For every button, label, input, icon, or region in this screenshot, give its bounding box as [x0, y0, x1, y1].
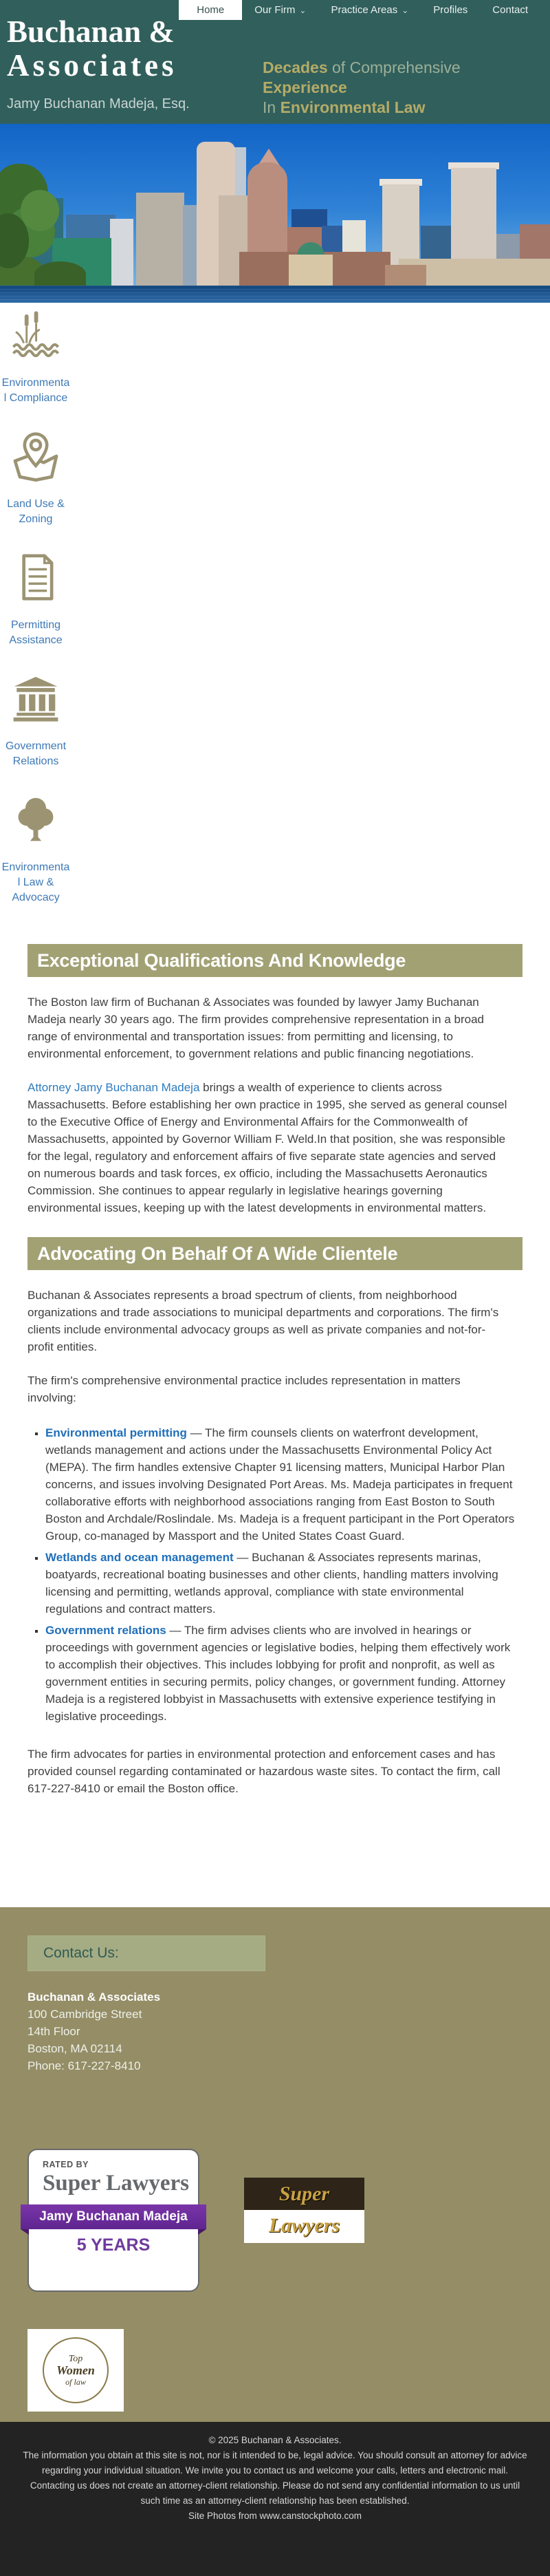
copyright-line: © 2025 Buchanan & Associates. [208, 2435, 342, 2445]
firm-name-line1: Buchanan & [7, 14, 175, 49]
top-women-of-law-emblem: Top Women of law [43, 2337, 109, 2403]
super-lawyers-title: Super Lawyers [43, 2171, 189, 2196]
practice-areas-list [28, 1424, 522, 1725]
sidebar-label[interactable]: Government Relations [5, 740, 67, 767]
contact-section [0, 1907, 550, 2422]
list-item-wetlands-ocean: ▪ Wetlands and ocean management — Buchanan & Associates represents marinas, boatyards, recreational boating businesses and other clients, handling matters involving licensing and permitting, wetlands approval, compliance with state environmental regulations and contract matters. [45, 1549, 522, 1618]
firm-name-line2: Associates [7, 48, 177, 83]
legal-disclaimer: The information you obtain at this site is not, nor is it intended to be, legal advice. You should consult an attorney for advice regarding your individual situation. We invite you to contact us and welcome your calls, letters and electronic mail. Contacting us does not create an attorney-client relationship. Please do not send any confidential information to us until such time as an attorney-client relationship has been established. [23, 2450, 527, 2506]
nav-item-our-firm[interactable]: Our Firm ⌄ [254, 4, 307, 16]
sidebar-item-land-use-zoning[interactable] [0, 431, 72, 527]
nav-item-home[interactable]: Home [179, 0, 242, 20]
nav-item-contact[interactable]: Contact [492, 4, 528, 16]
government-building-icon [10, 673, 61, 724]
map-pin-icon [10, 431, 61, 482]
harbor-water [0, 286, 550, 303]
main-content [0, 303, 550, 1907]
wetlands-ocean-link[interactable]: Wetlands and ocean management [45, 1551, 234, 1564]
document-icon [10, 552, 61, 603]
rated-by-label: RATED BY [43, 2160, 89, 2169]
practice-areas-sidebar [0, 310, 72, 930]
photo-credit: Site Photos from www.canstockphoto.com [188, 2511, 362, 2521]
header-tagline: Decades of Comprehensive Experience In Environmental Law [263, 58, 461, 116]
contact-us-heading: Contact Us: [28, 1935, 265, 1971]
list-item-government-relations: ▪ Government relations — The firm advises clients who are involved in hearings or proceedings with government agencies or legislative bodies, helping them effectively work to accomplish their objectives. This includes lobbying for profit and nonprofit, as well as government entities in securing permits, policy changes, or government funding. Attorney Madeja is a registered lobbyist in Massachusetts with extensive experience testifying in legislative proceedings. [45, 1622, 522, 1725]
clientele-paragraph: Buchanan & Associates represents a broad spectrum of clients, from neighborhood organizations and trade associations to municipal departments and corporations. The firm's clients include environmental advocacy groups as well as private companies and not-for-profit entities. [28, 1289, 499, 1353]
closing-paragraph: The firm advocates for parties in environmental protection and enforcement cases and has provided counsel regarding contaminated or hazardous waste sites. To contact the firm, call 617-227-8410 or email the Boston office. [28, 1748, 500, 1795]
office-address [28, 1988, 160, 2074]
nav-item-practice-areas[interactable]: Practice Areas ⌄ [331, 4, 409, 16]
chevron-down-icon: ⌄ [299, 6, 307, 15]
address-floor: 14th Floor [28, 2025, 80, 2038]
tree-icon [10, 794, 61, 845]
boston-skyline-photo [0, 124, 550, 303]
super-lawyers-badge[interactable] [28, 2149, 199, 2292]
sidebar-item-environmental-law-advocacy[interactable] [0, 794, 72, 905]
contact-firm-name: Buchanan & Associates [28, 1990, 161, 2004]
sidebar-label[interactable]: Environmental Compliance [1, 377, 70, 404]
wetland-reeds-icon [10, 310, 61, 361]
attorney-name: Jamy Buchanan Madeja, Esq. [7, 96, 190, 111]
top-women-of-law-badge[interactable] [28, 2329, 124, 2412]
sidebar-item-environmental-compliance[interactable] [0, 310, 72, 406]
section-heading-clientele: Advocating On Behalf Of A Wide Clientele [28, 1237, 522, 1270]
sidebar-label[interactable]: Environmental Law & Advocacy [1, 861, 70, 903]
sidebar-item-permitting-assistance[interactable] [0, 552, 72, 648]
environmental-permitting-link[interactable]: Environmental permitting [45, 1426, 187, 1439]
attorney-profile-link[interactable]: Attorney Jamy Buchanan Madeja [28, 1081, 200, 1094]
sidebar-item-government-relations[interactable] [0, 673, 72, 769]
super-lawyers-gold-logo[interactable]: Super Lawyers [244, 2178, 364, 2243]
firm-logo-title[interactable] [7, 15, 177, 83]
site-header [0, 0, 550, 124]
super-lawyers-name-ribbon: Jamy Buchanan Madeja [21, 2204, 206, 2229]
chevron-down-icon: ⌄ [402, 6, 409, 15]
nav-item-profiles[interactable]: Profiles [433, 4, 468, 16]
super-lawyers-years: 5 YEARS [76, 2235, 151, 2255]
address-street: 100 Cambridge Street [28, 2008, 142, 2021]
section-heading-qualifications: Exceptional Qualifications And Knowledge [28, 944, 522, 977]
address-city: Boston, MA 02114 [28, 2042, 122, 2055]
list-item-environmental-permitting: ▪ Environmental permitting — The firm counsels clients on waterfront development, wetlands management and actions under the Massachusetts Environmental Policy Act (MEPA). The firm handles extensive Chapter 91 licensing matters, Municipal Harbor Plan concerns, and issues involving Designated Port Areas. Ms. Madeja participates in frequent collaborative efforts with neighborhood associations ranging from East Boston to South Boston and Archdale/Roslindale. Ms. Madeja is a frequent participant in the Port Operators Group, co-managed by Massport and the United States Coast Guard. [45, 1424, 522, 1545]
main-navigation [179, 0, 540, 20]
attorney-paragraph: Attorney Jamy Buchanan Madeja brings a wealth of experience to clients across Massachusetts. Before establishing her own practice in 1995, she served as general counsel to the Executive Office of Energy and Environmental Affairs for the Commonwealth of Massachusetts, appointed by Governor William F. Weld.In that position, she was responsible for the legal, regulatory and enforcement affairs of five separate state agencies and served on numerous boards and task forces, ex officio, including the Massachusetts Aeronautics Commission. She continues to appear regularly in legislative hearings governing environmental issues, keeping up with the latest developments in environmental matters. [28, 1081, 507, 1214]
site-footer [0, 2422, 550, 2576]
sidebar-label[interactable]: Land Use & Zoning [7, 498, 65, 525]
intro-paragraph: The Boston law firm of Buchanan & Associates was founded by lawyer Jamy Buchanan Madeja nearly 30 years ago. The firm provides comprehensive representation in a broad range of environmental and transportation issues: from permitting and licensing, to environmental enforcement, to government relations and public financing negotiations. [28, 996, 484, 1060]
government-relations-link[interactable]: Government relations [45, 1624, 166, 1637]
sidebar-label[interactable]: Permitting Assistance [9, 619, 63, 646]
practice-intro-paragraph: The firm's comprehensive environmental practice includes representation in matters involving: [28, 1374, 461, 1404]
phone-number[interactable]: Phone: 617-227-8410 [28, 2059, 141, 2072]
